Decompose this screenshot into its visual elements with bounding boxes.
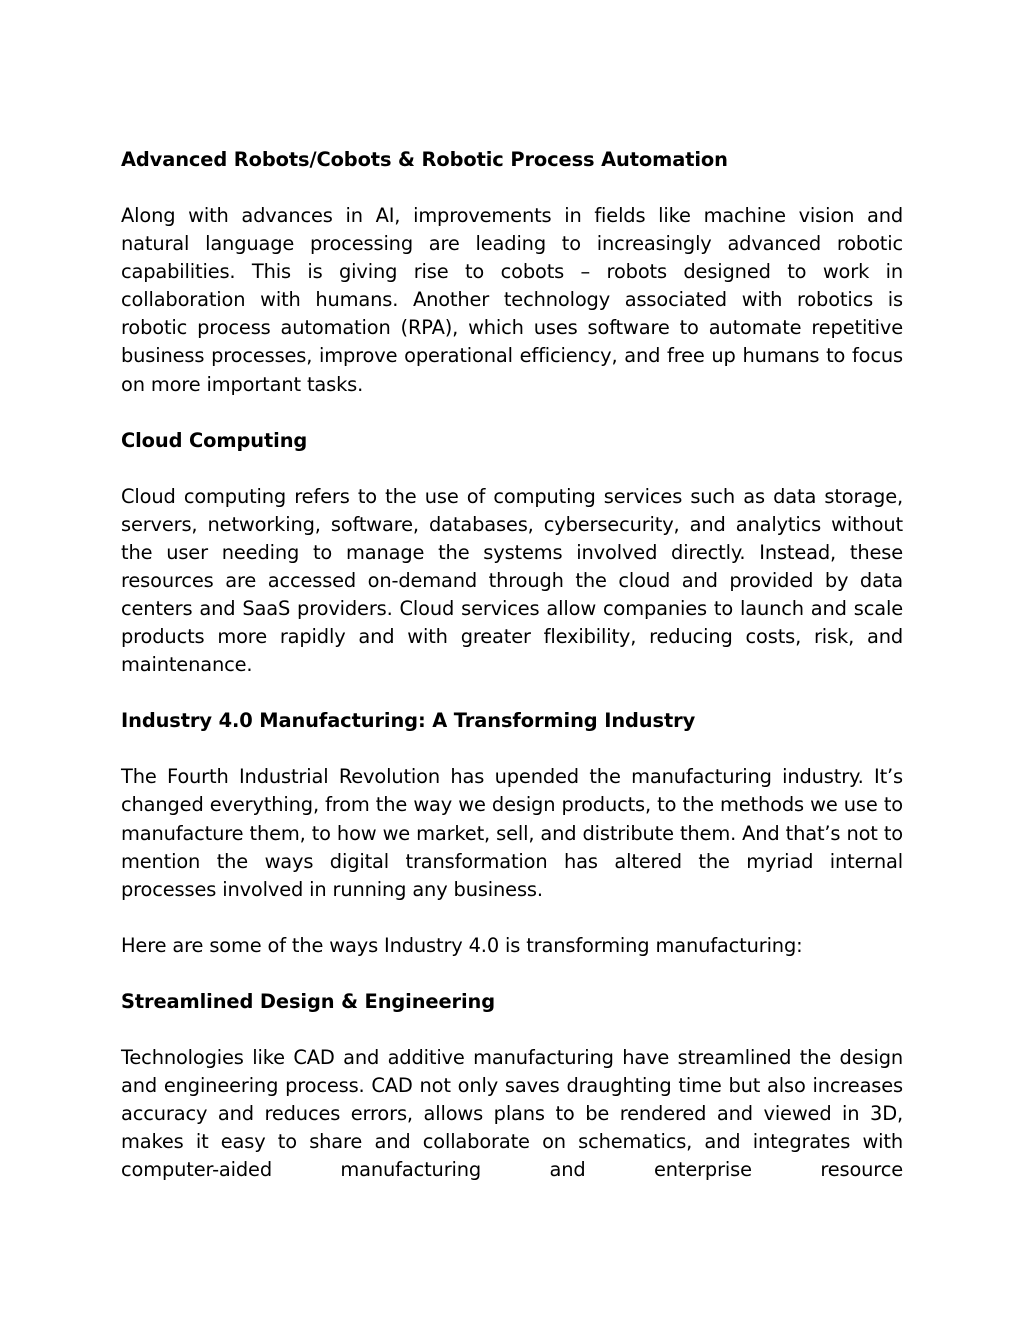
- section-paragraph-robots: Along with advances in AI, improvements in fields like machine vision and natural language processing are leading to increasingly advanced robotic capabilities. This is giving rise to cobots – robots designed to work in collaboration with humans. Another technology associated with robotics is robotic process automation (RPA), which uses software to automate repetitive business processes, improve operational efficiency, and free up humans to focus on more important tasks.: [121, 204, 903, 396]
- section-paragraph-cloud: Cloud computing refers to the use of computing services such as data storage, servers, networking, software, databases, cybersecurity, and analytics without the user needing to manage the systems involved directly. Instead, these resources are accessed on-demand through the cloud and provided by data centers and SaaS providers. Cloud services allow companies to launch and scale products more rapidly and with greater flexibility, reducing costs, risk, and maintenance.: [121, 484, 903, 677]
- document-page: [121, 146, 903, 1184]
- spacer: [121, 1016, 903, 1044]
- spacer: [121, 455, 903, 483]
- section-paragraph-industry: The Fourth Industrial Revolution has upended the manufacturing industry. It’s changed everything, from the way we design products, to the methods we use to manufacture them, to how we market, sell, and distribute them. And that’s not to mention the ways digital transformation has altered the myriad internal processes involved in running any business.: [121, 765, 903, 901]
- spacer: [121, 399, 903, 427]
- section-heading-industry: Industry 4.0 Manufacturing: A Transforming Industry: [121, 709, 696, 733]
- spacer: [121, 904, 903, 932]
- spacer: [121, 960, 903, 988]
- section-heading-design: Streamlined Design & Engineering: [121, 989, 496, 1013]
- spacer: [121, 679, 903, 707]
- spacer: [121, 735, 903, 763]
- section-heading-robots: Advanced Robots/Cobots & Robotic Process Automation: [121, 148, 728, 171]
- section-paragraph-design: Technologies like CAD and additive manufacturing have streamlined the design and engineering process. CAD not only saves draughting time but also increases accuracy and reduces errors, allows plans to be rendered and viewed in 3D, makes it easy to share and collaborate on schematics, and integrates with computer-aided manufacturing and enterprise resource: [121, 1045, 903, 1182]
- spacer: [121, 174, 903, 202]
- section-paragraph-industry-intro: Here are some of the ways Industry 4.0 is transforming manufacturing:: [121, 933, 803, 957]
- section-heading-cloud: Cloud Computing: [121, 428, 308, 452]
